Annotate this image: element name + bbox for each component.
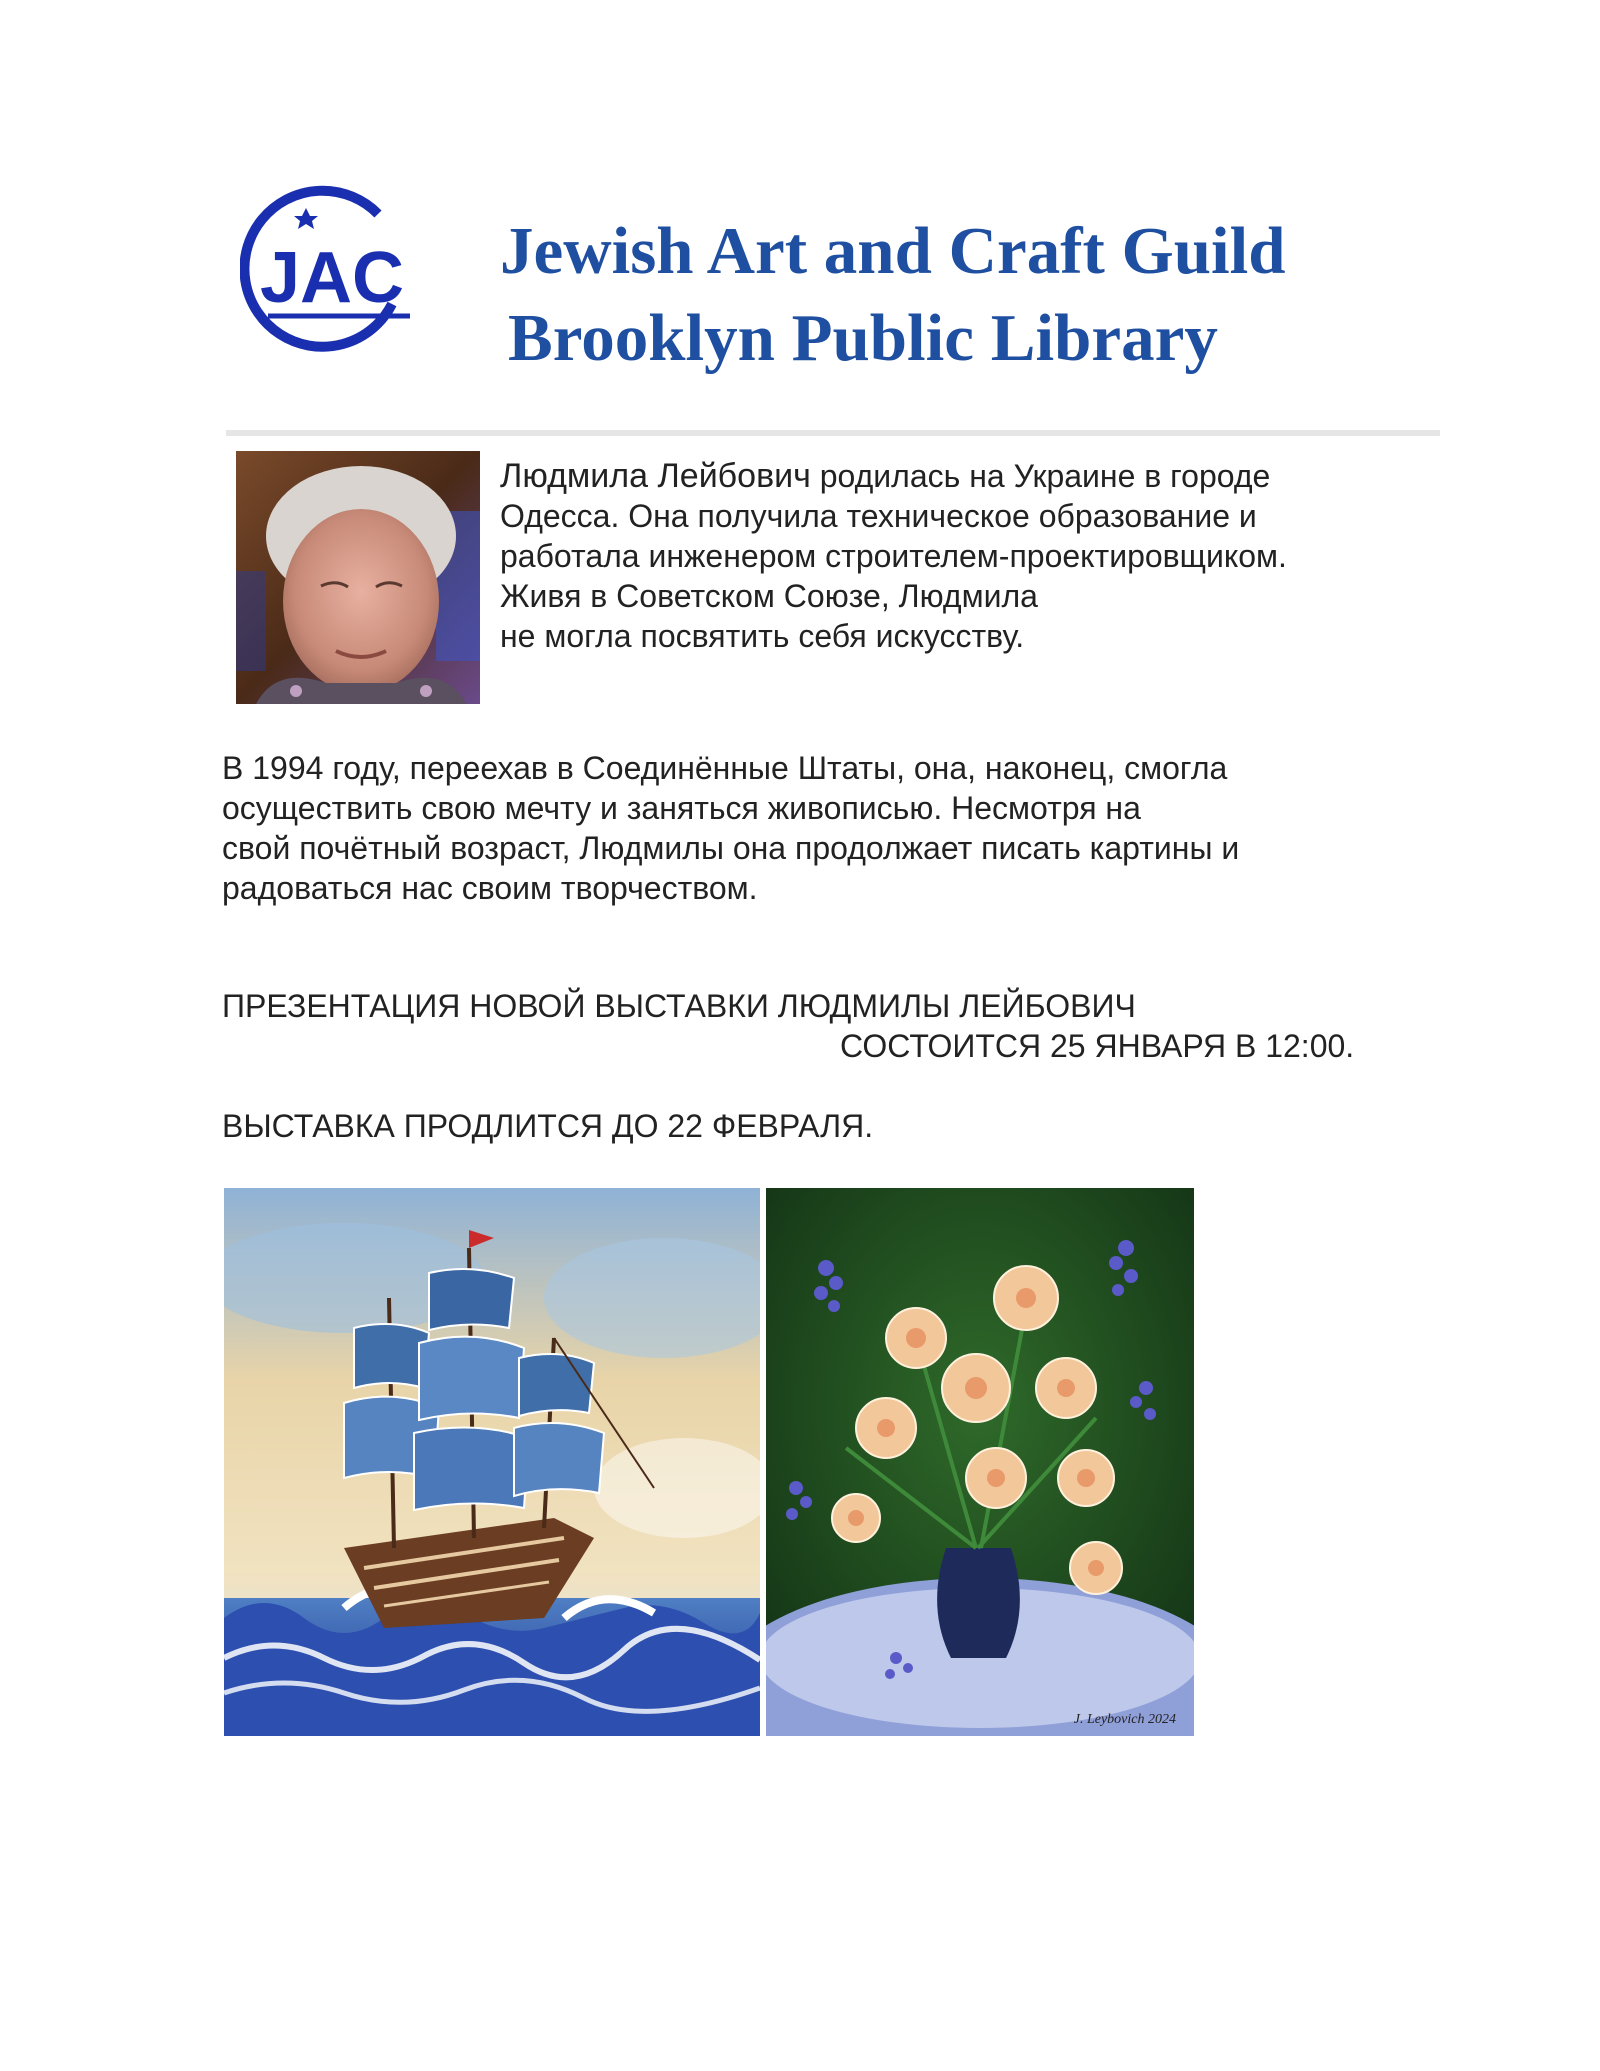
artist-portrait xyxy=(236,451,480,704)
history-line-4: радоваться нас своим творчеством. xyxy=(222,870,758,906)
bio-line-3: работала инженером строителем-проектировщиком. xyxy=(500,538,1287,574)
exhibition-end-date: ВЫСТАВКА ПРОДЛИТСЯ ДО 22 ФЕВРАЛЯ. xyxy=(222,1108,874,1144)
bio-line-4: Живя в Советском Союзе, Людмила xyxy=(500,578,1038,614)
painting-signature: J. Leybovich 2024 xyxy=(1073,1712,1176,1727)
artist-bio xyxy=(500,456,1287,656)
bio-line-5: не могла посвятить себя искусству. xyxy=(500,618,1025,654)
history-line-3: свой почётный возраст, Людмилы она продолжает писать картины и xyxy=(222,830,1240,866)
bio-line-2: Одесса. Она получила техническое образование и xyxy=(500,498,1257,534)
history-line-1: В 1994 году, переехав в Соединённые Штаты, она, наконец, смогла xyxy=(222,750,1228,786)
presentation-title: ПРЕЗЕНТАЦИЯ НОВОЙ ВЫСТАВКИ ЛЮДМИЛЫ ЛЕЙБОВИЧ xyxy=(222,988,1136,1024)
artist-history-paragraph xyxy=(222,748,1239,908)
painting-flowers xyxy=(766,1188,1194,1736)
header-subtitle: Brooklyn Public Library xyxy=(508,301,1218,375)
bio-line-1-text: родилась на Украине в городе xyxy=(810,458,1271,494)
jac-logo xyxy=(240,178,420,358)
header-divider xyxy=(226,430,1440,436)
artist-name: Людмила Лейбович xyxy=(500,457,811,495)
painting-ship xyxy=(224,1188,760,1736)
history-line-2: осуществить свою мечту и заняться живописью. Несмотря на xyxy=(222,790,1141,826)
logo-text: JAC xyxy=(259,238,405,318)
header-title: Jewish Art and Craft Guild xyxy=(500,214,1286,288)
bio-line-1 xyxy=(500,456,1287,496)
presentation-date: СОСТОИТСЯ 25 ЯНВАРЯ В 12:00. xyxy=(840,1028,1355,1064)
